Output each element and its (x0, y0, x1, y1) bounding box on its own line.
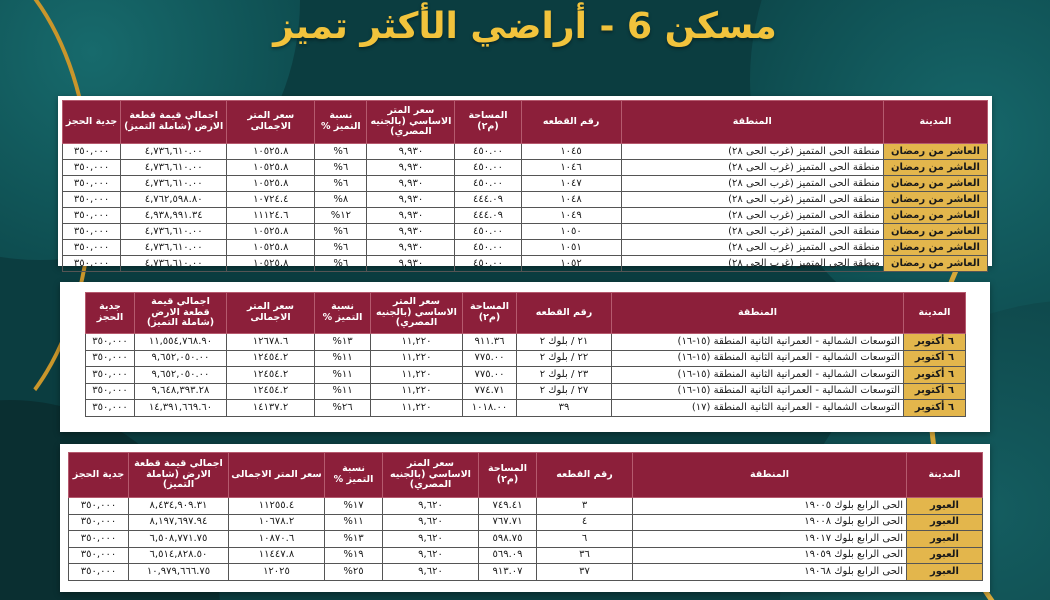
column-header-city: المدينة (904, 293, 966, 334)
cell-zone: منطقة الحى المتميز (غرب الحى ٢٨) (621, 192, 883, 208)
column-header-total-meter-price: سعر المتر الاجمالى (229, 453, 325, 498)
cell-premium-percent: ١١% (325, 514, 383, 531)
table-row (69, 498, 983, 515)
cell-total-meter-price: ١٢٤٥٤.٢ (227, 383, 315, 400)
land-table (85, 292, 966, 417)
cell-booking-deposit: ٣٥٠,٠٠٠ (86, 367, 135, 384)
cell-plot-number: ٣٦ (537, 547, 633, 564)
cell-booking-deposit: ٣٥٠,٠٠٠ (86, 350, 135, 367)
cell-city: ٦ أكتوبر (904, 400, 966, 417)
cell-total-meter-price: ١٢٤٥٤.٢ (227, 350, 315, 367)
cell-base-price: ١١,٢٢٠ (371, 334, 463, 351)
cell-total-land-value: ٨,٤٣٤,٩٠٩.٣١ (129, 498, 229, 515)
cell-total-land-value: ٩,٦٥٢,٠٥٠.٠٠ (135, 350, 227, 367)
table-row (69, 514, 983, 531)
cell-total-land-value: ٤,٧٣٦,٦١٠.٠٠ (121, 240, 227, 256)
land-table (62, 100, 988, 272)
cell-zone: منطقة الحى المتميز (غرب الحى ٢٨) (621, 208, 883, 224)
cell-zone: الحى الرابع بلوك ١٩٠١٧ (633, 531, 907, 548)
table-row (63, 240, 988, 256)
cell-zone: منطقة الحى المتميز (غرب الحى ٢٨) (621, 176, 883, 192)
cell-base-price: ٩,٦٢٠ (383, 547, 479, 564)
cell-total-meter-price: ١٠٥٢٥.٨ (227, 144, 315, 160)
table-header-row (69, 453, 983, 498)
cell-base-price: ١١,٢٢٠ (371, 367, 463, 384)
cell-plot-number: ١٠٤٧ (521, 176, 621, 192)
cell-total-land-value: ٤,٩٣٨,٩٩١.٣٤ (121, 208, 227, 224)
cell-total-meter-price: ١١٤٤٧.٨ (229, 547, 325, 564)
table-row (69, 564, 983, 581)
table-row (86, 367, 966, 384)
cell-total-land-value: ١١,٥٥٤,٧٦٨.٩٠ (135, 334, 227, 351)
cell-booking-deposit: ٣٥٠,٠٠٠ (63, 176, 121, 192)
cell-total-land-value: ٦,٥١٤,٨٢٨.٥٠ (129, 547, 229, 564)
table-row (63, 208, 988, 224)
table-row (63, 160, 988, 176)
column-header-city: المدينة (907, 453, 983, 498)
cell-total-meter-price: ١٠٥٢٥.٨ (227, 256, 315, 272)
table-row (86, 383, 966, 400)
cell-base-price: ٩,٦٢٠ (383, 564, 479, 581)
cell-booking-deposit: ٣٥٠,٠٠٠ (63, 208, 121, 224)
cell-plot-number: ٢٧ / بلوك ٢ (517, 383, 612, 400)
cell-premium-percent: ٦% (315, 144, 367, 160)
column-header-premium-percent: نسبة التميز % (325, 453, 383, 498)
cell-booking-deposit: ٣٥٠,٠٠٠ (63, 224, 121, 240)
cell-city: العبور (907, 514, 983, 531)
column-header-zone: المنطقة (633, 453, 907, 498)
cell-booking-deposit: ٣٥٠,٠٠٠ (69, 531, 129, 548)
page-title: مسكن 6 - أراضي الأكثر تميز (273, 6, 777, 47)
cell-area: ٥٩٨.٧٥ (479, 531, 537, 548)
cell-zone: الحى الرابع بلوك ١٩٠٠٥ (633, 498, 907, 515)
cell-total-land-value: ٤,٧٣٦,٦١٠.٠٠ (121, 224, 227, 240)
land-table-panel-obour (60, 444, 990, 592)
column-header-area: المساحة (م٢) (479, 453, 537, 498)
column-header-plot-number: رقم القطعه (537, 453, 633, 498)
cell-total-land-value: ٩,٦٥٢,٠٥٠.٠٠ (135, 367, 227, 384)
cell-city: ٦ أكتوبر (904, 367, 966, 384)
cell-base-price: ٩,٩٣٠ (367, 144, 455, 160)
cell-base-price: ٩,٦٢٠ (383, 498, 479, 515)
cell-area: ٧٤٩.٤١ (479, 498, 537, 515)
cell-total-meter-price: ١٢٠٢٥ (229, 564, 325, 581)
cell-base-price: ١١,٢٢٠ (371, 383, 463, 400)
column-header-base-price: سعر المتر الاساسي (بالجنيه المصري) (367, 101, 455, 144)
cell-zone: منطقة الحى المتميز (غرب الحى ٢٨) (621, 240, 883, 256)
cell-booking-deposit: ٣٥٠,٠٠٠ (63, 144, 121, 160)
table-row (63, 224, 988, 240)
cell-plot-number: ٢٢ / بلوك ٢ (517, 350, 612, 367)
column-header-total-land-value: اجمالي قيمة قطعة الارض (شاملة التميز) (135, 293, 227, 334)
cell-premium-percent: ١٢% (315, 208, 367, 224)
column-header-area: المساحة (م٢) (463, 293, 517, 334)
cell-total-meter-price: ١٠٨٧٠.٦ (229, 531, 325, 548)
cell-plot-number: ٣٧ (537, 564, 633, 581)
cell-premium-percent: ٢٦% (315, 400, 371, 417)
column-header-premium-percent: نسبة التميز % (315, 101, 367, 144)
cell-plot-number: ١٠٥٠ (521, 224, 621, 240)
land-table-panel-tenth-of-ramadan (58, 96, 992, 269)
cell-premium-percent: ١٧% (325, 498, 383, 515)
cell-premium-percent: ٦% (315, 176, 367, 192)
cell-total-land-value: ٦,٥٠٨,٧٧١.٧٥ (129, 531, 229, 548)
cell-premium-percent: ١٣% (315, 334, 371, 351)
land-table (68, 452, 983, 581)
table-row (86, 350, 966, 367)
cell-zone: منطقة الحى المتميز (غرب الحى ٢٨) (621, 224, 883, 240)
column-header-base-price: سعر المتر الاساسي (بالجنيه المصري) (371, 293, 463, 334)
column-header-area: المساحة (م٢) (455, 101, 521, 144)
cell-zone: الحى الرابع بلوك ١٩٠٦٨ (633, 564, 907, 581)
cell-premium-percent: ١٣% (325, 531, 383, 548)
cell-booking-deposit: ٣٥٠,٠٠٠ (63, 240, 121, 256)
cell-plot-number: ٦ (537, 531, 633, 548)
column-header-booking-deposit: جدية الحجز (63, 101, 121, 144)
cell-area: ٤٥٠.٠٠ (455, 224, 521, 240)
cell-plot-number: ١٠٤٩ (521, 208, 621, 224)
cell-total-meter-price: ١١٢٥٥.٤ (229, 498, 325, 515)
column-header-zone: المنطقة (621, 101, 883, 144)
cell-booking-deposit: ٣٥٠,٠٠٠ (69, 564, 129, 581)
column-header-city: المدينة (883, 101, 987, 144)
cell-base-price: ١١,٢٢٠ (371, 350, 463, 367)
cell-premium-percent: ٨% (315, 192, 367, 208)
cell-city: ٦ أكتوبر (904, 383, 966, 400)
cell-total-meter-price: ١٠٥٢٥.٨ (227, 240, 315, 256)
cell-plot-number: ١٠٤٥ (521, 144, 621, 160)
cell-area: ٤٥٠.٠٠ (455, 176, 521, 192)
cell-city: العاشر من رمضان (883, 240, 987, 256)
cell-plot-number: ١٠٥١ (521, 240, 621, 256)
cell-area: ١٠١٨.٠٠ (463, 400, 517, 417)
cell-premium-percent: ١٩% (325, 547, 383, 564)
cell-city: العاشر من رمضان (883, 208, 987, 224)
cell-area: ٤٤٤.٠٩ (455, 192, 521, 208)
cell-booking-deposit: ٣٥٠,٠٠٠ (69, 498, 129, 515)
table-row (63, 192, 988, 208)
column-header-booking-deposit: جدية الحجز (86, 293, 135, 334)
cell-total-meter-price: ١٠٥٢٥.٨ (227, 160, 315, 176)
column-header-booking-deposit: جدية الحجز (69, 453, 129, 498)
cell-total-meter-price: ١٢٤٥٤.٢ (227, 367, 315, 384)
cell-total-land-value: ١٠,٩٧٩,٦٦٦.٧٥ (129, 564, 229, 581)
column-header-premium-percent: نسبة التميز % (315, 293, 371, 334)
cell-premium-percent: ٦% (315, 256, 367, 272)
column-header-total-land-value: اجمالي قيمة قطعة الارض (شاملة التميز) (129, 453, 229, 498)
cell-city: ٦ أكتوبر (904, 350, 966, 367)
cell-total-meter-price: ١٠٧٢٤.٤ (227, 192, 315, 208)
cell-total-land-value: ١٤,٣٩١,٦٦٩.٦٠ (135, 400, 227, 417)
cell-premium-percent: ١١% (315, 367, 371, 384)
cell-zone: منطقة الحى المتميز (غرب الحى ٢٨) (621, 144, 883, 160)
cell-city: العبور (907, 547, 983, 564)
cell-base-price: ٩,٩٣٠ (367, 240, 455, 256)
cell-total-meter-price: ١٢٦٧٨.٦ (227, 334, 315, 351)
cell-area: ٥٦٩.٠٩ (479, 547, 537, 564)
cell-plot-number: ١٠٥٢ (521, 256, 621, 272)
cell-base-price: ٩,٩٣٠ (367, 176, 455, 192)
table-header-row (86, 293, 966, 334)
cell-area: ٤٥٠.٠٠ (455, 240, 521, 256)
cell-city: العبور (907, 564, 983, 581)
cell-premium-percent: ١١% (315, 383, 371, 400)
cell-zone: التوسعات الشمالية - العمرانية الثانية المنطقة (١٥-١٦) (612, 367, 904, 384)
cell-area: ٤٥٠.٠٠ (455, 144, 521, 160)
cell-city: العبور (907, 498, 983, 515)
cell-area: ٧٦٧.٧١ (479, 514, 537, 531)
cell-base-price: ٩,٦٢٠ (383, 514, 479, 531)
cell-base-price: ٩,٩٣٠ (367, 208, 455, 224)
cell-city: العاشر من رمضان (883, 160, 987, 176)
cell-area: ٧٧٥.٠٠ (463, 350, 517, 367)
cell-total-land-value: ٤,٧٣٦,٦١٠.٠٠ (121, 256, 227, 272)
cell-premium-percent: ٦% (315, 160, 367, 176)
cell-plot-number: ١٠٤٦ (521, 160, 621, 176)
table-row (86, 400, 966, 417)
cell-premium-percent: ٢٥% (325, 564, 383, 581)
cell-area: ٧٧٥.٠٠ (463, 367, 517, 384)
cell-plot-number: ٢٣ / بلوك ٢ (517, 367, 612, 384)
cell-plot-number: ١٠٤٨ (521, 192, 621, 208)
cell-zone: منطقة الحى المتميز (غرب الحى ٢٨) (621, 160, 883, 176)
table-row (63, 176, 988, 192)
cell-zone: التوسعات الشمالية - العمرانية الثانية المنطقة (١٧) (612, 400, 904, 417)
cell-total-land-value: ٤,٧٣٦,٦١٠.٠٠ (121, 176, 227, 192)
cell-premium-percent: ٦% (315, 240, 367, 256)
table-row (63, 256, 988, 272)
cell-zone: منطقة الحى المتميز (غرب الحى ٢٨) (621, 256, 883, 272)
cell-total-meter-price: ١٠٦٧٨.٢ (229, 514, 325, 531)
table-row (69, 531, 983, 548)
cell-booking-deposit: ٣٥٠,٠٠٠ (86, 383, 135, 400)
column-header-total-meter-price: سعر المتر الاجمالى (227, 293, 315, 334)
cell-city: العاشر من رمضان (883, 144, 987, 160)
cell-area: ٤٥٠.٠٠ (455, 256, 521, 272)
cell-booking-deposit: ٣٥٠,٠٠٠ (69, 547, 129, 564)
cell-area: ٩١١.٣٦ (463, 334, 517, 351)
cell-booking-deposit: ٣٥٠,٠٠٠ (69, 514, 129, 531)
cell-total-land-value: ٤,٧٦٢,٥٩٨.٨٠ (121, 192, 227, 208)
cell-booking-deposit: ٣٥٠,٠٠٠ (86, 334, 135, 351)
cell-plot-number: ٣٩ (517, 400, 612, 417)
cell-zone: التوسعات الشمالية - العمرانية الثانية المنطقة (١٥-١٦) (612, 334, 904, 351)
cell-total-land-value: ٩,٦٤٨,٣٩٣.٢٨ (135, 383, 227, 400)
cell-city: العاشر من رمضان (883, 176, 987, 192)
column-header-plot-number: رقم القطعه (517, 293, 612, 334)
cell-booking-deposit: ٣٥٠,٠٠٠ (63, 192, 121, 208)
cell-total-meter-price: ١٤١٣٧.٢ (227, 400, 315, 417)
cell-base-price: ٩,٩٣٠ (367, 224, 455, 240)
cell-total-meter-price: ١١١٢٤.٦ (227, 208, 315, 224)
cell-base-price: ٩,٦٢٠ (383, 531, 479, 548)
column-header-total-meter-price: سعر المتر الاجمالى (227, 101, 315, 144)
cell-zone: الحى الرابع بلوك ١٩٠٠٨ (633, 514, 907, 531)
cell-total-land-value: ٤,٧٣٦,٦١٠.٠٠ (121, 144, 227, 160)
cell-booking-deposit: ٣٥٠,٠٠٠ (86, 400, 135, 417)
cell-base-price: ٩,٩٣٠ (367, 192, 455, 208)
cell-city: العاشر من رمضان (883, 192, 987, 208)
cell-plot-number: ٢١ / بلوك ٢ (517, 334, 612, 351)
cell-area: ٤٤٤.٠٩ (455, 208, 521, 224)
cell-city: العاشر من رمضان (883, 256, 987, 272)
column-header-total-land-value: اجمالي قيمة قطعة الارض (شاملة التميز) (121, 101, 227, 144)
cell-booking-deposit: ٣٥٠,٠٠٠ (63, 160, 121, 176)
cell-zone: الحى الرابع بلوك ١٩٠٥٩ (633, 547, 907, 564)
column-header-base-price: سعر المتر الاساسي (بالجنيه المصري) (383, 453, 479, 498)
column-header-plot-number: رقم القطعه (521, 101, 621, 144)
cell-zone: التوسعات الشمالية - العمرانية الثانية المنطقة (١٥-١٦) (612, 350, 904, 367)
table-row (86, 334, 966, 351)
cell-city: ٦ أكتوبر (904, 334, 966, 351)
cell-total-land-value: ٤,٧٣٦,٦١٠.٠٠ (121, 160, 227, 176)
cell-plot-number: ٣ (537, 498, 633, 515)
cell-area: ٤٥٠.٠٠ (455, 160, 521, 176)
cell-city: العاشر من رمضان (883, 224, 987, 240)
cell-booking-deposit: ٣٥٠,٠٠٠ (63, 256, 121, 272)
cell-premium-percent: ٦% (315, 224, 367, 240)
column-header-zone: المنطقة (612, 293, 904, 334)
table-row (63, 144, 988, 160)
cell-total-meter-price: ١٠٥٢٥.٨ (227, 176, 315, 192)
cell-premium-percent: ١١% (315, 350, 371, 367)
cell-base-price: ١١,٢٢٠ (371, 400, 463, 417)
cell-total-meter-price: ١٠٥٢٥.٨ (227, 224, 315, 240)
cell-base-price: ٩,٩٣٠ (367, 160, 455, 176)
cell-plot-number: ٤ (537, 514, 633, 531)
cell-city: العبور (907, 531, 983, 548)
cell-total-land-value: ٨,١٩٧,٦٩٧.٩٤ (129, 514, 229, 531)
cell-base-price: ٩,٩٣٠ (367, 256, 455, 272)
cell-area: ٧٧٤.٧١ (463, 383, 517, 400)
cell-zone: التوسعات الشمالية - العمرانية الثانية المنطقة (١٥-١٦) (612, 383, 904, 400)
table-row (69, 547, 983, 564)
table-header-row (63, 101, 988, 144)
cell-area: ٩١٣.٠٧ (479, 564, 537, 581)
land-table-panel-october (60, 282, 990, 432)
